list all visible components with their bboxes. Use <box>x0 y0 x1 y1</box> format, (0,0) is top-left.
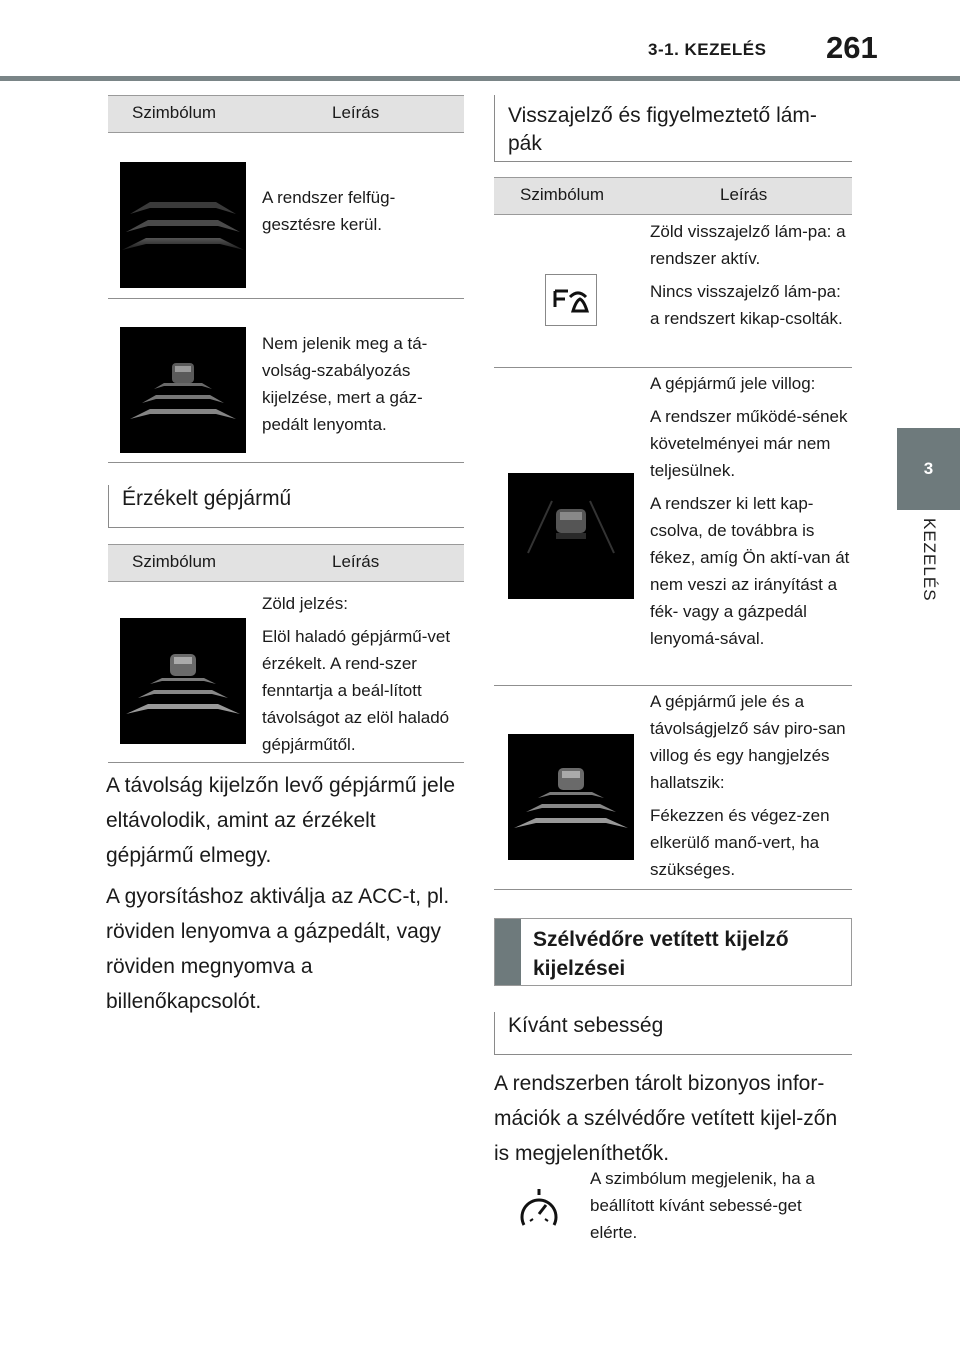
table1-row1-description: A rendszer felfüg-gesztésre kerül. <box>262 188 396 234</box>
section-detected-vehicle <box>108 485 464 528</box>
table2-header <box>108 544 464 582</box>
section-desired-speed-title: Kívánt sebesség <box>508 1014 664 1037</box>
chapter-tab-label <box>903 518 953 638</box>
section-detected-vehicle-title: Érzékelt gépjármű <box>122 487 292 510</box>
table2-row1-p2: Elöl haladó gépjármű-vet érzékelt. A rend-szer fenntartja a beál-lított távolságot az elöl haladó gépjárműtől. <box>262 627 451 754</box>
table3-row3-p2: Fékezzen és végez-zen elkerülő manő-vert, ha szükséges. <box>650 806 830 879</box>
table3-row2-p1: A gépjármű jele villog: <box>650 374 816 393</box>
section-lamps-title: Visszajelző és figyelmeztető lám-pák <box>508 104 817 155</box>
hud-heading-box <box>494 918 852 986</box>
table1-col-symbol: Szimbólum <box>132 103 217 122</box>
left-paragraph-1: A távolság kijelzőn levő gépjármű jele eltávolodik, amint az érzékelt gépjármű elmegy. <box>106 774 456 867</box>
header-rule <box>0 76 960 81</box>
table3-row-divider-2 <box>494 685 852 686</box>
table2-col-symbol: Szimbólum <box>132 552 217 571</box>
distance-display-suspended-image <box>120 162 246 288</box>
table3-row1-description <box>650 218 852 338</box>
table2-col-description: Leírás <box>332 552 380 571</box>
table2-row1-p1: Zöld jelzés: <box>262 594 348 613</box>
speed-symbol-description: A szimbólum megjelenik, ha a beállított kívánt sebessé-get elérte. <box>590 1169 815 1242</box>
section-desired-speed <box>494 1012 852 1055</box>
vehicle-symbol-flashing-image <box>508 473 634 599</box>
page-number: 261 <box>826 30 878 65</box>
table1-header <box>108 95 464 133</box>
acc-indicator-icon <box>545 274 597 326</box>
hud-heading-title: Szélvédőre vetített kijelző kijelzései <box>533 928 789 980</box>
chapter-tab-label-text: KEZELÉS <box>920 518 939 602</box>
table2-bottom-rule <box>108 762 464 763</box>
table3-row3-p1: A gépjármű jele és a távolságjelző sáv piro-san villog és egy hangjelzés hallatszik: <box>650 692 846 792</box>
table1-row-divider <box>108 298 464 299</box>
table1-col-description: Leírás <box>332 103 380 122</box>
detected-vehicle-image <box>120 618 246 744</box>
speedometer-icon <box>518 1185 560 1233</box>
table2-row1-description <box>262 590 466 764</box>
left-body-text <box>106 768 462 1025</box>
table3-row1-p1: Zöld visszajelző lám-pa: a rendszer aktív. <box>650 222 846 268</box>
right-body-text <box>494 1066 854 1177</box>
table1-row2-description: Nem jelenik meg a tá-volság-szabályozás kijelzése, mert a gáz-pedált lenyomta. <box>262 334 428 434</box>
section-lamps <box>494 95 852 162</box>
collision-warning-image <box>508 734 634 860</box>
table3-row-divider-1 <box>494 367 852 368</box>
table3-bottom-rule <box>494 889 852 890</box>
table3-col-symbol: Szimbólum <box>520 185 605 204</box>
table1-bottom-rule <box>108 462 464 463</box>
table3-row3-description <box>650 688 854 889</box>
table3-row2-description <box>650 370 854 658</box>
table3-header <box>494 177 852 215</box>
table3-row2-p2: A rendszer működé-sének követelményei már nem teljesülnek. <box>650 407 848 480</box>
table3-row1-p2: Nincs visszajelző lám-pa: a rendszert kikap-csolták. <box>650 282 843 328</box>
running-header-section: 3-1. KEZELÉS <box>648 40 767 59</box>
chapter-tab-number: 3 <box>897 428 960 510</box>
hud-heading-bar <box>495 919 521 985</box>
distance-display-override-image <box>120 327 246 453</box>
table3-col-description: Leírás <box>720 185 768 204</box>
table3-row2-p3: A rendszer ki lett kap-csolva, de továbbra is fékez, amíg Ön aktí-van át nem veszi az irányítást a fék- vagy a gázpedál lenyomá-sával. <box>650 494 850 648</box>
left-paragraph-2: A gyorsításhoz aktiválja az ACC-t, pl. röviden lenyomva a gázpedált, vagy röviden megnyomva a billenőkapcsolót. <box>106 885 450 1013</box>
hud-paragraph: A rendszerben tárolt bizonyos infor-mációk a szélvédőre vetített kijel-zőn is megjeleníthetők. <box>494 1072 838 1165</box>
